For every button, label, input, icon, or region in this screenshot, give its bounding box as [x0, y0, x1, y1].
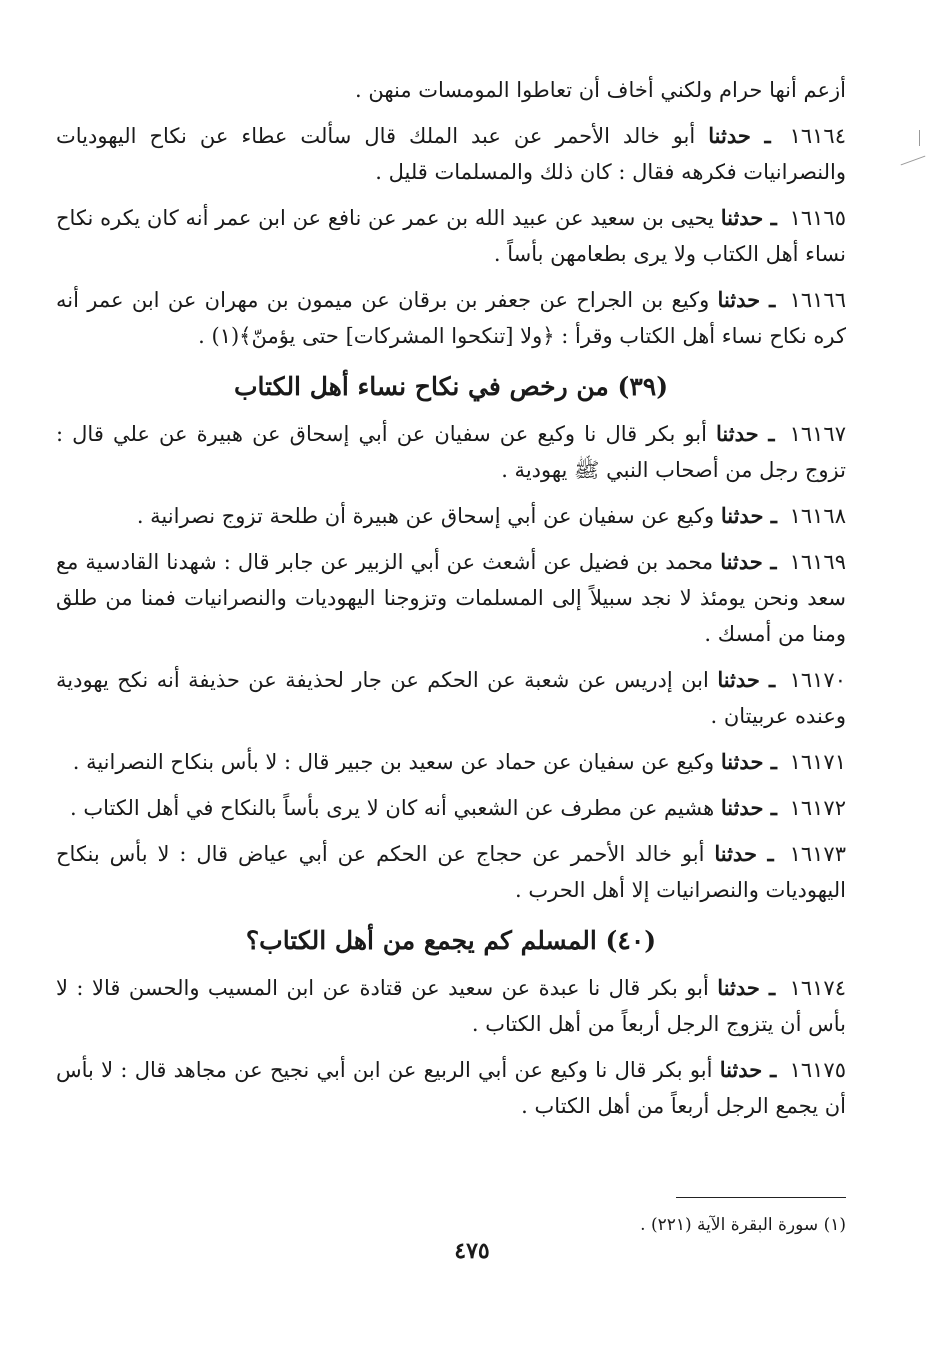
hadith-body: أبو بكر قال نا وكيع عن سفيان عن أبي إسحاق عن هبيرة عن علي قال : تزوج رجل من أصحاب النبي ﷺ يهودية . [56, 422, 846, 482]
hadith-number: ١٦١٦٨ [789, 504, 846, 528]
hadith-16175 [56, 1052, 846, 1124]
hadith-lead: ـ حدثنا [720, 205, 777, 230]
hadith-lead: ـ حدثنا [720, 503, 777, 528]
hadith-lead: ـ حدثنا [720, 749, 777, 774]
hadith-16164 [56, 118, 846, 190]
hadith-number: ١٦١٧٥ [789, 1058, 846, 1082]
scan-mark [919, 130, 920, 146]
hadith-16174 [56, 970, 846, 1042]
hadith-16169 [56, 544, 846, 652]
hadith-body: ابن إدريس عن شعبة عن الحكم عن جار لحذيفة عن حذيفة أنه نكح يهودية وعنده عربيتان . [56, 668, 846, 728]
intro-line: أزعم أنها حرام ولكني أخاف أن تعاطوا المومسات منهن . [354, 78, 846, 102]
hadith-16168 [56, 498, 846, 534]
hadith-number: ١٦١٦٥ [789, 206, 846, 230]
hadith-body: أبو خالد الأحمر عن حجاج عن الحكم عن أبي عياض قال : لا بأس بنكاح اليهوديات والنصرانيات إلا أهل الحرب . [56, 842, 846, 902]
hadith-body: وكيع عن سفيان عن حماد عن سعيد بن جبير قال : لا بأس بنكاح النصرانية . [72, 750, 715, 774]
hadith-lead: ـ حدثنا [720, 549, 777, 574]
chapter-heading-40: (٤٠) المسلم كم يجمع من أهل الكتاب؟ [245, 926, 657, 955]
hadith-body: أبو بكر قال نا وكيع عن أبي الربيع عن ابن أبي نجيح عن مجاهد قال : لا بأس أن يجمع الرجل أربعاً من أهل الكتاب . [56, 1058, 846, 1118]
hadith-lead: ـ حدثنا [716, 421, 775, 446]
hadith-number: ١٦١٧٠ [789, 668, 846, 692]
hadith-number: ١٦١٧٣ [789, 842, 846, 866]
hadith-16165 [56, 200, 846, 272]
hadith-number: ١٦١٧٤ [789, 976, 846, 1000]
hadith-lead: ـ حدثنا [720, 795, 777, 820]
scan-mark [901, 156, 926, 166]
hadith-16170 [56, 662, 846, 734]
hadith-number: ١٦١٦٩ [789, 550, 846, 574]
footnote-divider [676, 1197, 846, 1198]
hadith-body: يحيى بن سعيد عن عبيد الله بن عمر عن نافع عن ابن عمر أنه كان يكره نكاح نساء أهل الكتاب ولا يرى بطعامهن بأساً . [56, 206, 846, 266]
hadith-number: ١٦١٧١ [789, 750, 846, 774]
hadith-body: وكيع بن الجراح عن جعفر بن برقان عن ميمون بن مهران عن ابن عمر أنه كره نكاح نساء أهل الكتاب وقرأ : ﴿ولا [تنكحوا المشركات] حتى يؤمنّ﴾(١) . [56, 288, 846, 348]
hadith-number: ١٦١٦٧ [789, 422, 846, 446]
hadith-16173 [56, 836, 846, 908]
hadith-16167 [56, 416, 846, 488]
hadith-lead: ـ حدثنا [717, 975, 776, 1000]
page-number: ٤٧٥ [454, 1238, 490, 1264]
hadith-body: أبو بكر قال نا عبدة عن سعيد عن قتادة عن ابن المسيب والحسن قالا : لا بأس أن يتزوج الرجل أربعاً من أهل الكتاب . [56, 976, 846, 1036]
hadith-16171 [56, 744, 846, 780]
hadith-body: وكيع عن سفيان عن أبي إسحاق عن هبيرة أن طلحة تزوج نصرانية . [136, 504, 715, 528]
hadith-16166 [56, 282, 846, 354]
hadith-body: هشيم عن مطرف عن الشعبي أنه كان لا يرى بأساً بالنكاح في أهل الكتاب . [70, 796, 715, 820]
chapter-heading-39: (٣٩) من رخص في نكاح نساء أهل الكتاب [233, 372, 669, 401]
hadith-lead: ـ حدثنا [717, 287, 776, 312]
hadith-body: محمد بن فضيل عن أشعث عن أبي الزبير عن جابر قال : شهدنا القادسية مع سعد ونحن يومئذ لا نجد سبيلاً إلى المسلمات وتزوجنا اليهوديات والنصرانيات فمنا من طلق ومنا من أمسك . [56, 550, 846, 646]
hadith-body: أبو خالد الأحمر عن عبد الملك قال سألت عطاء عن نكاح اليهوديات والنصرانيات فكرهه فقال : كان ذلك والمسلمات قليل . [56, 124, 846, 184]
hadith-lead: ـ حدثنا [714, 841, 774, 866]
hadith-lead: ـ حدثنا [717, 667, 776, 692]
hadith-number: ١٦١٦٤ [789, 124, 846, 148]
hadith-16172 [56, 790, 846, 826]
hadith-lead: ـ حدثنا [708, 123, 771, 148]
hadith-number: ١٦١٧٢ [789, 796, 846, 820]
hadith-lead: ـ حدثنا [719, 1057, 777, 1082]
hadith-number: ١٦١٦٦ [789, 288, 846, 312]
footnote: (١) سورة البقرة الآية (٢٢١) . [640, 1215, 846, 1235]
main-text [56, 72, 846, 1134]
